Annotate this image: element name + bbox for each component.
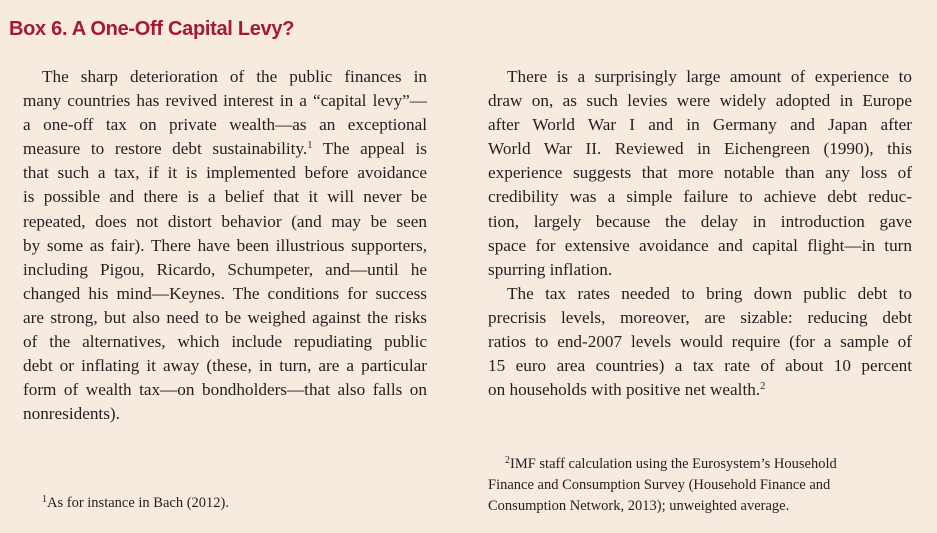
footnote-text: As for instance in Bach (2012). — [47, 495, 230, 511]
text-line: precrisis levels, moreover, are sizable: reducing debt — [488, 307, 912, 327]
right-paragraph-1 — [488, 65, 912, 282]
footnote-2 — [488, 454, 837, 517]
footnote-1 — [42, 493, 229, 514]
text-line-with-footnote — [23, 137, 427, 161]
footnote-line — [488, 454, 837, 475]
text-line: that such a tax, if it is implemented before avoidance — [23, 163, 427, 183]
text-line: nonresidents). — [23, 404, 120, 424]
text-line: are strong, but also need to be weighed against the risks — [23, 307, 427, 327]
text-line: after World War I and in Germany and Japan after — [488, 115, 912, 135]
text-line: The tax rates needed to bring down public debt to — [507, 283, 912, 303]
text-line: draw on, as such levies were widely adopted in Europe — [488, 91, 912, 111]
text-line: changed his mind—Keynes. The conditions for success — [23, 283, 427, 303]
text-line: The sharp deterioration of the public finances in — [42, 67, 427, 86]
footnote-text: IMF staff calculation using the Eurosystem’s Household — [510, 456, 837, 472]
footnote-marker: 1 — [42, 494, 47, 505]
text-line: World War II. Reviewed in Eichengreen (1990), this — [488, 139, 912, 159]
text-segment: measure to restore debt sustainability. — [23, 139, 308, 159]
text-line: of the alternatives, which include repudiating public — [23, 332, 427, 352]
text-line: a one-off tax on private wealth—as an exceptional — [23, 115, 427, 135]
text-line: credibility was a simple failure to achieve debt reduc- — [488, 187, 912, 207]
left-column — [23, 65, 427, 426]
footnote-ref-1: 1 — [307, 140, 313, 152]
text-line: tion, largely because the delay in introduction gave — [488, 211, 912, 231]
text-line-with-footnote — [488, 378, 912, 402]
text-line: spurring inflation. — [488, 259, 613, 279]
right-paragraph-2 — [488, 282, 912, 402]
text-line: 15 euro area countries) a tax rate of about 10 percent — [488, 356, 912, 376]
footnote-line: Finance and Consumption Survey (Household Finance and — [488, 477, 831, 493]
footnote-marker: 2 — [505, 455, 510, 466]
footnote-line: Consumption Network, 2013); unweighted average. — [488, 498, 790, 514]
text-line: ratios to end-2007 levels would require (for a sample of — [488, 332, 912, 352]
text-line: space for extensive avoidance and capital flight—in turn — [488, 235, 912, 255]
text-line: form of wealth tax—on bondholders—that also falls on — [23, 380, 427, 400]
text-line: including Pigou, Ricardo, Schumpeter, and—until he — [23, 259, 427, 279]
box-title: Box 6. A One-Off Capital Levy? — [9, 18, 295, 40]
text-segment: on households with positive net wealth. — [488, 380, 761, 400]
text-line: There is a surprisingly large amount of experience to — [507, 67, 912, 86]
right-column — [488, 65, 912, 402]
text-line: is possible and there is a belief that it will never be — [23, 187, 427, 207]
left-paragraph-1 — [23, 65, 427, 426]
text-line: experience suggests that more notable than any loss of — [488, 163, 912, 183]
text-line: debt or inflating it away (these, in turn, are a particular — [23, 356, 427, 376]
footnote-ref-2: 2 — [760, 381, 766, 393]
text-line: repeated, does not distort behavior (and may be seen — [23, 211, 427, 231]
text-line: by some as fair). There have been illustrious supporters, — [23, 235, 427, 255]
text-segment: The appeal is — [312, 139, 427, 159]
text-line: many countries has revived interest in a “capital levy”— — [23, 91, 427, 111]
